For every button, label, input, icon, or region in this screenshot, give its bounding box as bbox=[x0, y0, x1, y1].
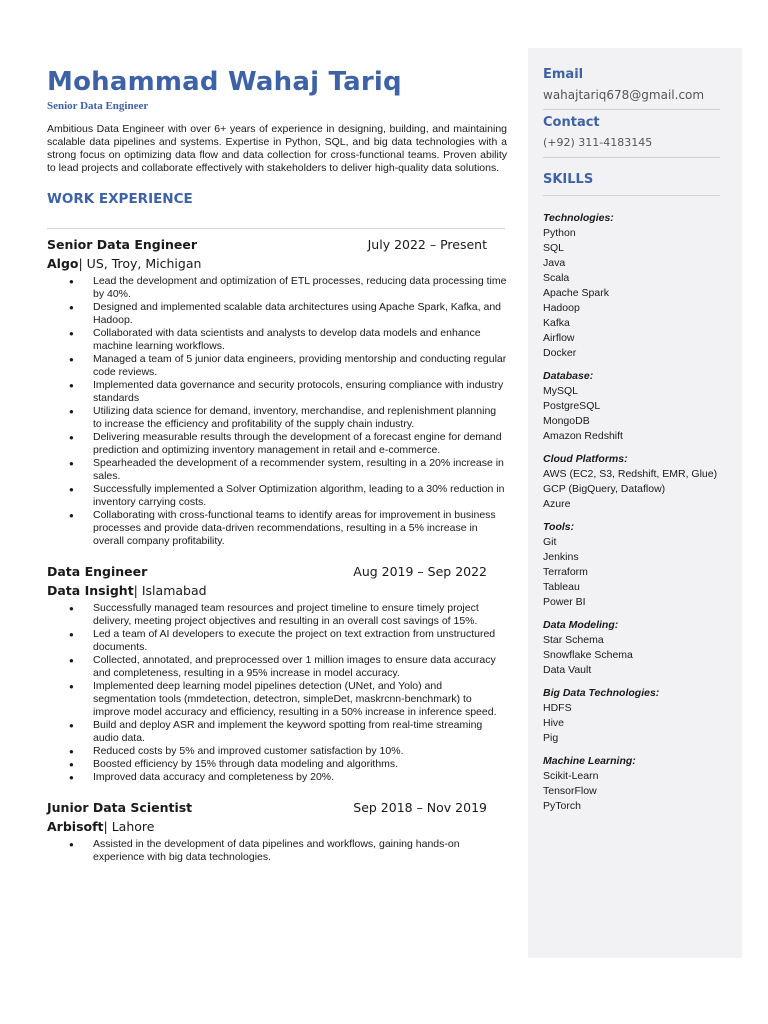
skill-item: MySQL bbox=[543, 385, 579, 397]
list-item: ● Implemented data governance and security protocols, ensuring compliance with industry standards bbox=[93, 379, 507, 405]
work-experience-heading: WORK EXPERIENCE bbox=[47, 191, 193, 207]
company-location: | Lahore bbox=[103, 819, 155, 834]
list-item: ● Boosted efficiency by 15% through data modeling and algorithms. bbox=[93, 758, 507, 771]
job-title: Junior Data Scientist bbox=[47, 800, 193, 815]
skill-item: Hive bbox=[543, 717, 565, 729]
job-dates: Aug 2019 – Sep 2022 bbox=[353, 564, 487, 579]
skill-item: GCP (BigQuery, Dataflow) bbox=[543, 483, 666, 495]
skill-item: MongoDB bbox=[543, 415, 590, 427]
job-organization bbox=[47, 818, 507, 836]
list-item: ● Improved data accuracy and completeness by 20%. bbox=[93, 771, 507, 784]
company-location: | Islamabad bbox=[133, 583, 207, 598]
list-item: ● Spearheaded the development of a recommender system, resulting in a 20% increase in sales. bbox=[93, 457, 507, 483]
skill-item: Power BI bbox=[543, 596, 586, 608]
job-dates: July 2022 – Present bbox=[367, 237, 487, 252]
job-entry bbox=[47, 236, 507, 548]
skill-item: Scala bbox=[543, 272, 570, 284]
list-item: ● Successfully managed team resources and project timeline to ensure timely project delivery, meeting project objectives and resulting in an overall cost savings of 15%. bbox=[93, 602, 507, 628]
skill-group-title: Big Data Technologies: bbox=[543, 687, 660, 699]
skill-item: Data Vault bbox=[543, 664, 592, 676]
job-dates: Sep 2018 – Nov 2019 bbox=[353, 800, 487, 815]
company-location: | US, Troy, Michigan bbox=[78, 256, 202, 271]
skill-item: PostgreSQL bbox=[543, 400, 601, 412]
phone-number: (+92) 311-4183145 bbox=[543, 136, 653, 149]
skill-item: Terraform bbox=[543, 566, 588, 578]
email-heading: Email bbox=[543, 67, 584, 82]
list-item: ● Collaborated with data scientists and analysts to develop data models and enhance machine learning workflows. bbox=[93, 327, 507, 353]
job-bullets bbox=[47, 602, 507, 784]
skill-item: PyTorch bbox=[543, 800, 581, 812]
skill-item: Azure bbox=[543, 498, 571, 510]
skill-group-big-data bbox=[543, 686, 720, 746]
section-divider bbox=[47, 228, 505, 229]
company-name: Data Insight bbox=[47, 583, 134, 598]
skills-heading: SKILLS bbox=[543, 172, 594, 187]
email-link[interactable]: wahajtariq678@gmail.com bbox=[543, 88, 705, 102]
skill-group-data-modeling bbox=[543, 618, 720, 678]
skill-group-title: Technologies: bbox=[543, 212, 614, 224]
skill-group-cloud-platforms bbox=[543, 452, 720, 512]
job-organization bbox=[47, 255, 507, 273]
company-name: Arbisoft bbox=[47, 819, 104, 834]
skill-item: Scikit-Learn bbox=[543, 770, 599, 782]
skill-item: HDFS bbox=[543, 702, 572, 714]
list-item: ● Designed and implemented scalable data architectures using Apache Spark, Kafka, and Hadoop. bbox=[93, 301, 507, 327]
job-entry bbox=[47, 799, 507, 864]
company-name: Algo bbox=[47, 256, 79, 271]
skill-group-title: Cloud Platforms: bbox=[543, 453, 628, 465]
job-title: Senior Data Engineer bbox=[47, 237, 198, 252]
skill-group-title: Database: bbox=[543, 370, 594, 382]
skill-group-tools bbox=[543, 520, 720, 610]
skill-item: Tableau bbox=[543, 581, 580, 593]
job-title: Data Engineer bbox=[47, 564, 148, 579]
skill-item: Jenkins bbox=[543, 551, 579, 563]
job-header bbox=[47, 236, 507, 253]
sidebar bbox=[528, 48, 742, 958]
skill-item: Star Schema bbox=[543, 634, 604, 646]
skill-group-title: Tools: bbox=[543, 521, 575, 533]
skill-item: Pig bbox=[543, 732, 559, 744]
sidebar-divider bbox=[543, 157, 720, 158]
list-item: ● Utilizing data science for demand, inventory, merchandise, and replenishment planning to increase the efficiency and profitability of the supply chain industry. bbox=[93, 405, 507, 431]
skill-group-technologies bbox=[543, 211, 720, 361]
list-item: ● Assisted in the development of data pipelines and workflows, gaining hands-on experience with big data technologies. bbox=[93, 838, 507, 864]
job-bullets bbox=[47, 275, 507, 548]
skill-item: SQL bbox=[543, 242, 565, 254]
skill-item: Amazon Redshift bbox=[543, 430, 623, 442]
list-item: ● Successfully implemented a Solver Optimization algorithm, leading to a 30% reduction in inventory carrying costs. bbox=[93, 483, 507, 509]
skill-group-title: Data Modeling: bbox=[543, 619, 619, 631]
main-column bbox=[47, 66, 507, 864]
skill-item: Kafka bbox=[543, 317, 570, 329]
skill-item: Python bbox=[543, 227, 576, 239]
skill-group-machine-learning bbox=[543, 754, 720, 814]
contact-heading: Contact bbox=[543, 115, 600, 130]
skill-item: Docker bbox=[543, 347, 577, 359]
list-item: ● Build and deploy ASR and implement the keyword spotting from real-time streaming audio data. bbox=[93, 719, 507, 745]
list-item: ● Lead the development and optimization of ETL processes, reducing data processing time by 40%. bbox=[93, 275, 507, 301]
candidate-name: Mohammad Wahaj Tariq bbox=[47, 67, 402, 97]
list-item: ● Implemented deep learning model pipelines detection (UNet, and Yolo) and segmentation tools (mmdetection, detectron, simpleDet, maskrcnn-benchmark) to improve model accuracy and efficiency, resulting in a 50% increase in inference speed. bbox=[93, 680, 507, 719]
skill-item: Git bbox=[543, 536, 557, 548]
list-item: ● Collaborating with cross-functional teams to identify areas for improvement in business processes and provide data-driven recommendations, resulting in a 5% increase in overall company profitability. bbox=[93, 509, 507, 548]
job-bullets bbox=[47, 838, 507, 864]
skill-group-title: Machine Learning: bbox=[543, 755, 636, 767]
candidate-title: Senior Data Engineer bbox=[47, 100, 149, 112]
skill-item: Apache Spark bbox=[543, 287, 609, 299]
list-item: ● Led a team of AI developers to execute the project on text extraction from unstructured documents. bbox=[93, 628, 507, 654]
sidebar-content bbox=[543, 66, 720, 814]
skill-item: Snowflake Schema bbox=[543, 649, 633, 661]
list-item: ● Delivering measurable results through the development of a forecast engine for demand prediction and optimizing inventory management in retail and e-commerce. bbox=[93, 431, 507, 457]
summary-paragraph: Ambitious Data Engineer with over 6+ years of experience in designing, building, and maintaining scalable data pipelines and systems. Expertise in Python, SQL, and big data technologies with a strong focus on optimizing data flow and data collection for cross-functional teams. Proven ability to lead projects and collaborate effectively with stakeholders to deliver high-quality data solutions. bbox=[47, 123, 507, 174]
skill-item: Airflow bbox=[543, 332, 575, 344]
job-header bbox=[47, 563, 507, 580]
skill-item: AWS (EC2, S3, Redshift, EMR, Glue) bbox=[543, 468, 718, 480]
skill-item: TensorFlow bbox=[543, 785, 597, 797]
skill-item: Hadoop bbox=[543, 302, 580, 314]
list-item: ● Managed a team of 5 junior data engineers, providing mentorship and conducting regular code reviews. bbox=[93, 353, 507, 379]
list-item: ● Collected, annotated, and preprocessed over 1 million images to ensure data accuracy and completeness, resulting in a 95% increase in model accuracy. bbox=[93, 654, 507, 680]
job-header bbox=[47, 799, 507, 816]
sidebar-divider bbox=[543, 109, 720, 110]
job-entry bbox=[47, 563, 507, 784]
skill-group-database bbox=[543, 369, 720, 444]
skill-item: Java bbox=[543, 257, 566, 269]
job-organization bbox=[47, 582, 507, 600]
list-item: ● Reduced costs by 5% and improved customer satisfaction by 10%. bbox=[93, 745, 507, 758]
